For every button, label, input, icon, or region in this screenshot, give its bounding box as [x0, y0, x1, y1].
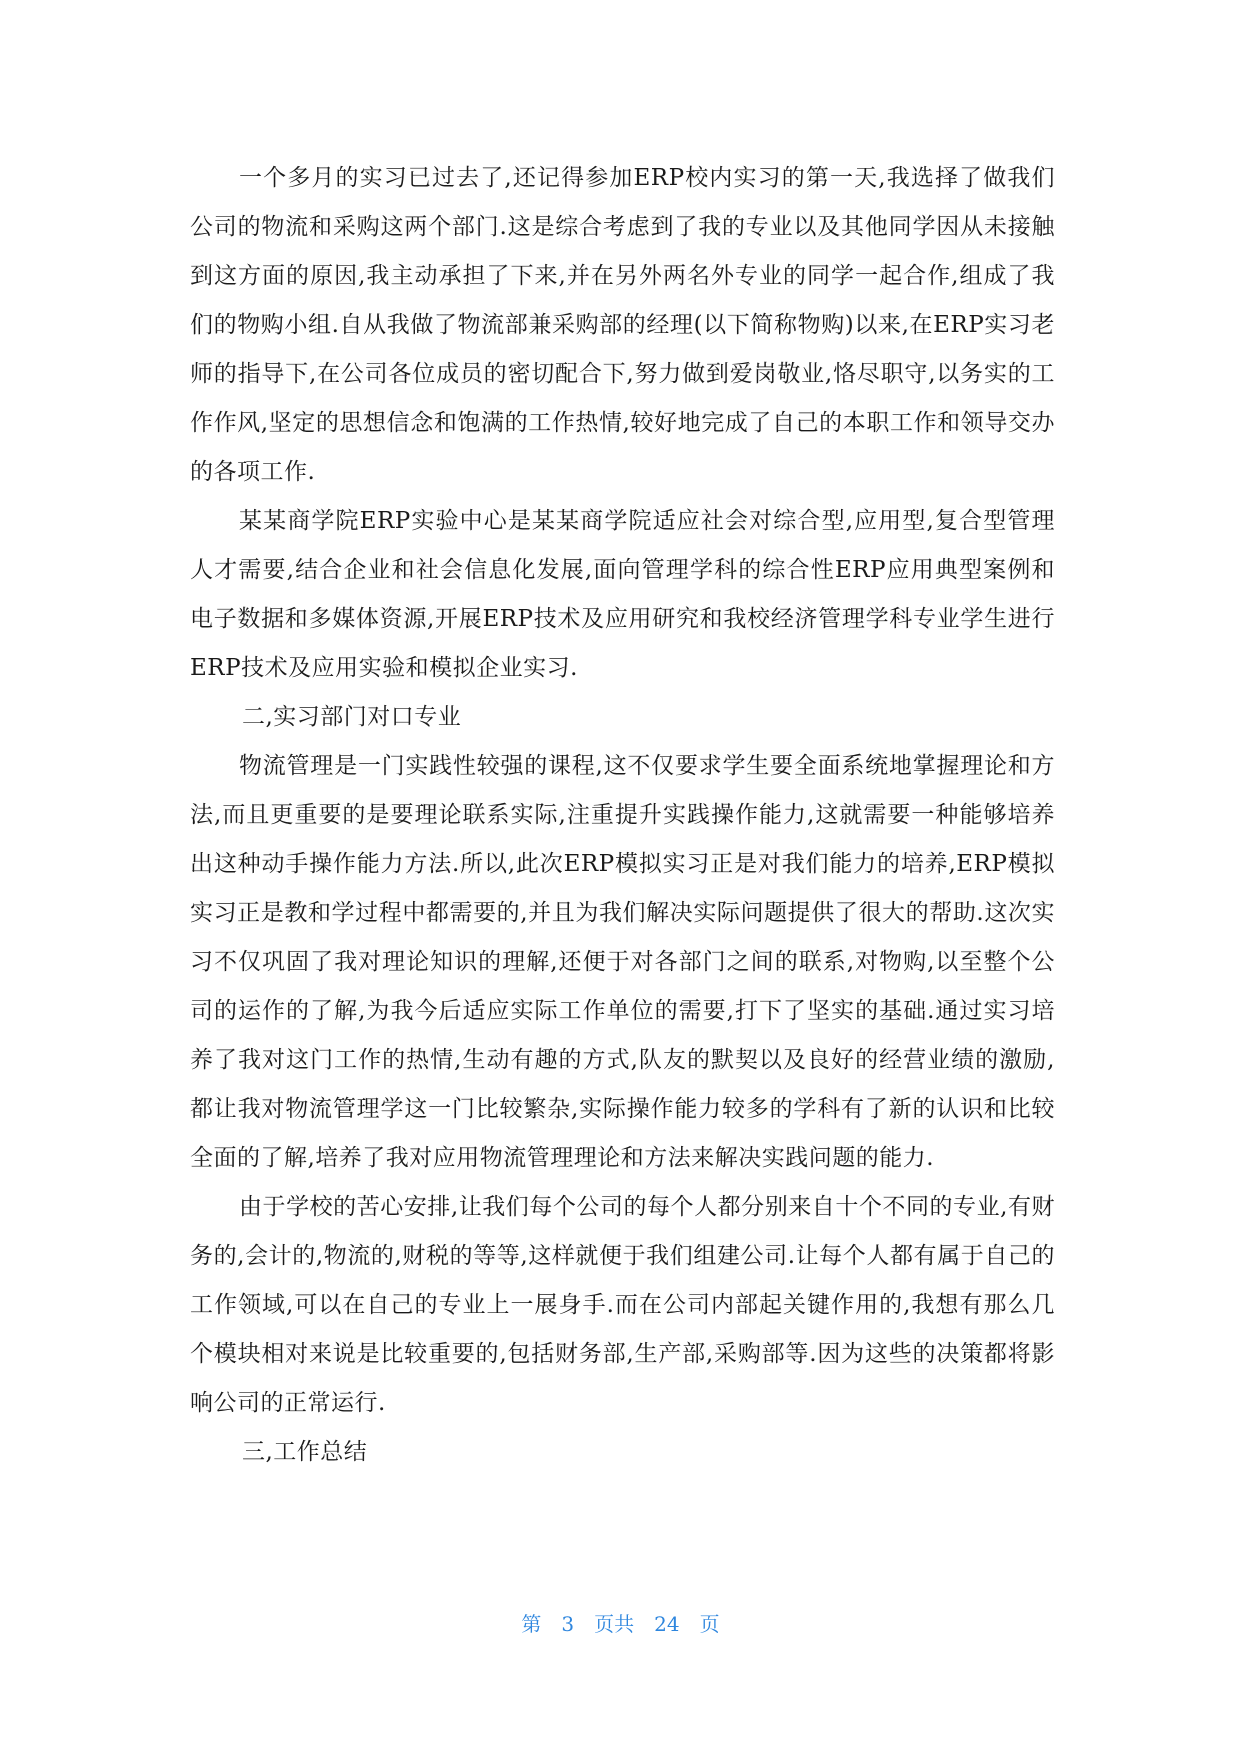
footer-label-of: 页共 [594, 1612, 635, 1636]
footer-label-end: 页 [699, 1612, 720, 1636]
document-body [190, 154, 1055, 1477]
paragraph-internship-intro: 一个多月的实习已过去了,还记得参加ERP校内实习的第一天,我选择了做我们公司的物流和采购这两个部门.这是综合考虑到了我的专业以及其他同学因从未接触到这方面的原因,我主动承担了下来,并在另外两名外专业的同学一起合作,组成了我们的物购小组.自从我做了物流部兼采购部的经理(以下简称物购)以来,在ERP实习老师的指导下,在公司各位成员的密切配合下,努力做到爱岗敬业,恪尽职守,以务实的工作作风,坚定的思想信念和饱满的工作热情,较好地完成了自己的本职工作和领导交办的各项工作. [190, 165, 1055, 485]
section-heading-2: 二,实习部门对口专业 [242, 704, 462, 730]
footer-label-page: 第 [521, 1612, 542, 1636]
page-footer [0, 1608, 1241, 1637]
paragraph-school-arrangement: 由于学校的苦心安排,让我们每个公司的每个人都分别来自十个不同的专业,有财务的,会计的,物流的,财税的等等,这样就便于我们组建公司.让每个人都有属于自己的工作领域,可以在自己的专业上一展身手.而在公司内部起关键作用的,我想有那么几个模块相对来说是比较重要的,包括财务部,生产部,采购部等.因为这些的决策都将影响公司的正常运行. [190, 1194, 1055, 1416]
paragraph-erp-center: 某某商学院ERP实验中心是某某商学院适应社会对综合型,应用型,复合型管理人才需要,结合企业和社会信息化发展,面向管理学科的综合性ERP应用典型案例和电子数据和多媒体资源,开展ERP技术及应用研究和我校经济管理学科专业学生进行ERP技术及应用实验和模拟企业实习. [190, 508, 1055, 681]
footer-total-pages: 24 [654, 1612, 680, 1636]
section-heading-3: 三,工作总结 [242, 1439, 368, 1465]
footer-current-page: 3 [561, 1612, 575, 1636]
paragraph-logistics-course: 物流管理是一门实践性较强的课程,这不仅要求学生要全面系统地掌握理论和方法,而且更重要的是要理论联系实际,注重提升实践操作能力,这就需要一种能够培养出这种动手操作能力方法.所以,此次ERP模拟实习正是对我们能力的培养,ERP模拟实习正是教和学过程中都需要的,并且为我们解决实际问题提供了很大的帮助.这次实习不仅巩固了我对理论知识的理解,还便于对各部门之间的联系,对物购,以至整个公司的运作的了解,为我今后适应实际工作单位的需要,打下了坚实的基础.通过实习培养了我对这门工作的热情,生动有趣的方式,队友的默契以及良好的经营业绩的激励,都让我对物流管理学这一门比较繁杂,实际操作能力较多的学科有了新的认识和比较全面的了解,培养了我对应用物流管理理论和方法来解决实践问题的能力. [190, 753, 1055, 1171]
